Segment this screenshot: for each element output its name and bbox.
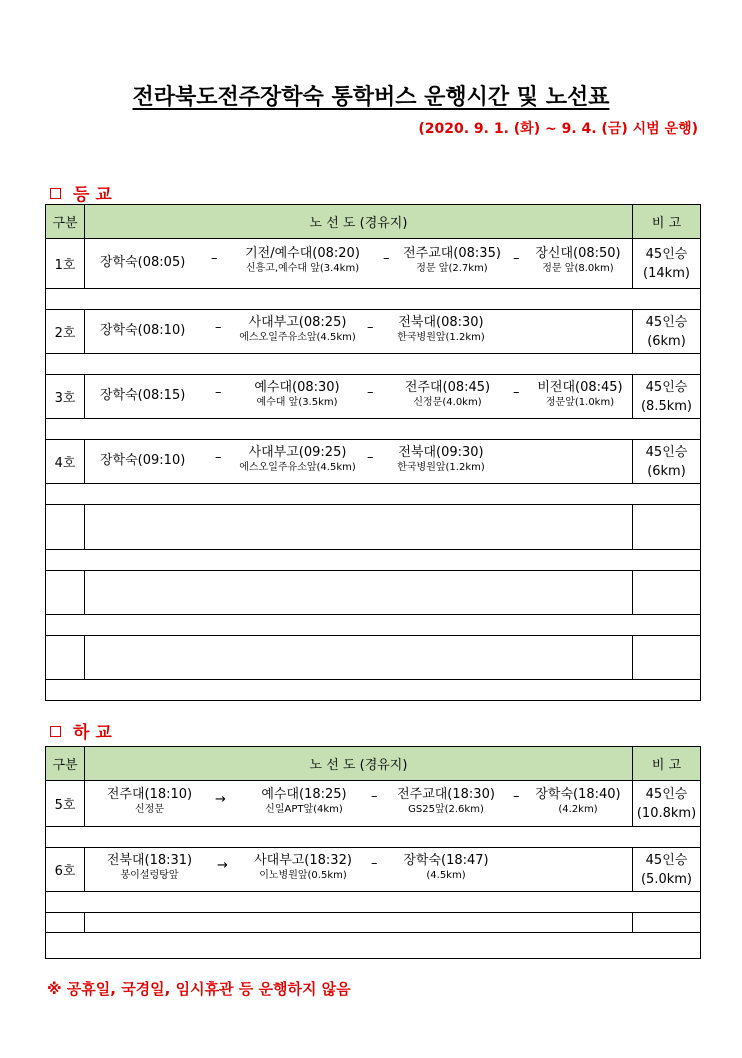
route-cell	[85, 848, 633, 892]
route-start: 장학숙(08:15)	[100, 388, 186, 403]
route-start: 장학숙(08:10)	[100, 323, 186, 338]
spacer-row	[46, 827, 701, 848]
header-remarks: 비 고	[633, 205, 701, 239]
route-start: 장학숙(09:10)	[100, 453, 186, 468]
remarks-cell: 45인승 (6km)	[633, 440, 701, 484]
footnote: ※ 공휴일, 국경일, 임시휴관 등 운행하지 않음	[47, 980, 351, 998]
table-row	[46, 440, 701, 484]
spacer-row	[46, 550, 701, 571]
route-stop: 전북대(09:30) 한국병원앞(1.2km)	[397, 445, 485, 473]
header-division: 구분	[46, 747, 85, 781]
bus-number: 3호	[46, 375, 85, 419]
square-bullet-icon	[50, 726, 61, 737]
arrow-icon: –	[371, 789, 378, 804]
route-stop: 예수대(18:25) 신일APT앞(4km)	[261, 787, 347, 815]
arrow-icon: –	[215, 385, 222, 400]
table-row	[46, 310, 701, 354]
route-stop: 예수대(08:30) 예수대 앞(3.5km)	[254, 380, 340, 408]
section-morning	[50, 180, 112, 205]
bus-number: 1호	[46, 239, 85, 289]
arrow-right-icon: →	[215, 792, 226, 807]
route-stop: 장신대(08:50) 정문 앞(8.0km)	[535, 246, 621, 274]
table-row	[46, 913, 701, 933]
spacer-row	[46, 615, 701, 636]
arrow-icon: –	[383, 251, 390, 266]
arrow-right-icon: →	[217, 858, 228, 873]
remarks-cell: 45인승 (14km)	[633, 239, 701, 289]
route-stop: 사대부고(09:25) 에스오일주유소앞(4.5km)	[239, 445, 356, 473]
arrow-icon: –	[215, 450, 222, 465]
table-row	[46, 505, 701, 550]
header-route: 노 선 도 (경유지)	[85, 205, 633, 239]
arrow-icon: –	[371, 856, 378, 871]
route-cell	[85, 310, 633, 354]
bus-number: 5호	[46, 781, 85, 827]
route-cell	[85, 440, 633, 484]
table-row	[46, 781, 701, 827]
arrow-icon: –	[367, 320, 374, 335]
route-stop: 사대부고(08:25) 에스오일주유소앞(4.5km)	[239, 315, 356, 343]
arrow-icon: –	[513, 789, 520, 804]
table-row	[46, 848, 701, 892]
page-title: 전라북도전주장학숙 통학버스 운행시간 및 노선표	[132, 85, 610, 110]
square-bullet-icon	[50, 188, 61, 199]
route-stop: 전주대(08:45) 신정문(4.0km)	[404, 380, 491, 408]
spacer-row	[46, 892, 701, 913]
table-row	[46, 636, 701, 680]
header-remarks: 비 고	[633, 747, 701, 781]
remarks-cell: 45인승 (5.0km)	[633, 848, 701, 892]
section-afternoon-label: 하 교	[73, 723, 112, 743]
route-cell	[85, 781, 633, 827]
spacer-row	[46, 289, 701, 310]
arrow-icon: –	[513, 385, 520, 400]
route-stop: 비전대(08:45) 정문앞(1.0km)	[537, 380, 623, 408]
route-stop: 전주교대(18:30) GS25앞(2.6km)	[397, 787, 495, 815]
route-stop: 사대부고(18:32) 이노병원앞(0.5km)	[254, 853, 352, 881]
arrow-icon: –	[513, 251, 520, 266]
spacer-row	[46, 933, 701, 959]
remarks-cell: 45인승 (10.8km)	[633, 781, 701, 827]
arrow-icon: –	[211, 251, 218, 266]
table-row	[46, 239, 701, 289]
spacer-row	[46, 484, 701, 505]
route-cell	[85, 375, 633, 419]
afternoon-route-table	[45, 746, 701, 959]
remarks-cell: 45인승 (8.5km)	[633, 375, 701, 419]
route-stop: 장학숙(18:47) (4.5km)	[403, 853, 489, 881]
morning-route-table	[45, 204, 701, 701]
section-morning-label: 등 교	[73, 185, 112, 205]
table-row	[46, 571, 701, 615]
header-division: 구분	[46, 205, 85, 239]
schedule-period: (2020. 9. 1. (화) ~ 9. 4. (금) 시범 운행)	[418, 121, 698, 137]
spacer-row	[46, 419, 701, 440]
route-stop: 장학숙(18:40) (4.2km)	[535, 787, 621, 815]
route-stop: 전북대(18:31) 봉이설렁탕앞	[106, 853, 193, 881]
spacer-row	[46, 354, 701, 375]
bus-number: 6호	[46, 848, 85, 892]
bus-number: 4호	[46, 440, 85, 484]
spacer-row	[46, 680, 701, 701]
route-stop: 전북대(08:30) 한국병원앞(1.2km)	[397, 315, 485, 343]
table-header-row	[46, 747, 701, 781]
route-cell	[85, 239, 633, 289]
route-stop: 전주교대(08:35) 정문 앞(2.7km)	[403, 246, 501, 274]
section-afternoon	[50, 718, 112, 743]
arrow-icon: –	[215, 320, 222, 335]
table-header-row	[46, 205, 701, 239]
route-start: 장학숙(08:05)	[100, 255, 186, 270]
arrow-icon: –	[367, 385, 374, 400]
header-route: 노 선 도 (경유지)	[85, 747, 633, 781]
arrow-icon: –	[367, 450, 374, 465]
bus-number: 2호	[46, 310, 85, 354]
remarks-cell: 45인승 (6km)	[633, 310, 701, 354]
route-stop: 기전/예수대(08:20) 신흥고,예수대 앞(3.4km)	[245, 246, 360, 274]
table-row	[46, 375, 701, 419]
route-stop: 전주대(18:10) 신정문	[106, 787, 193, 815]
